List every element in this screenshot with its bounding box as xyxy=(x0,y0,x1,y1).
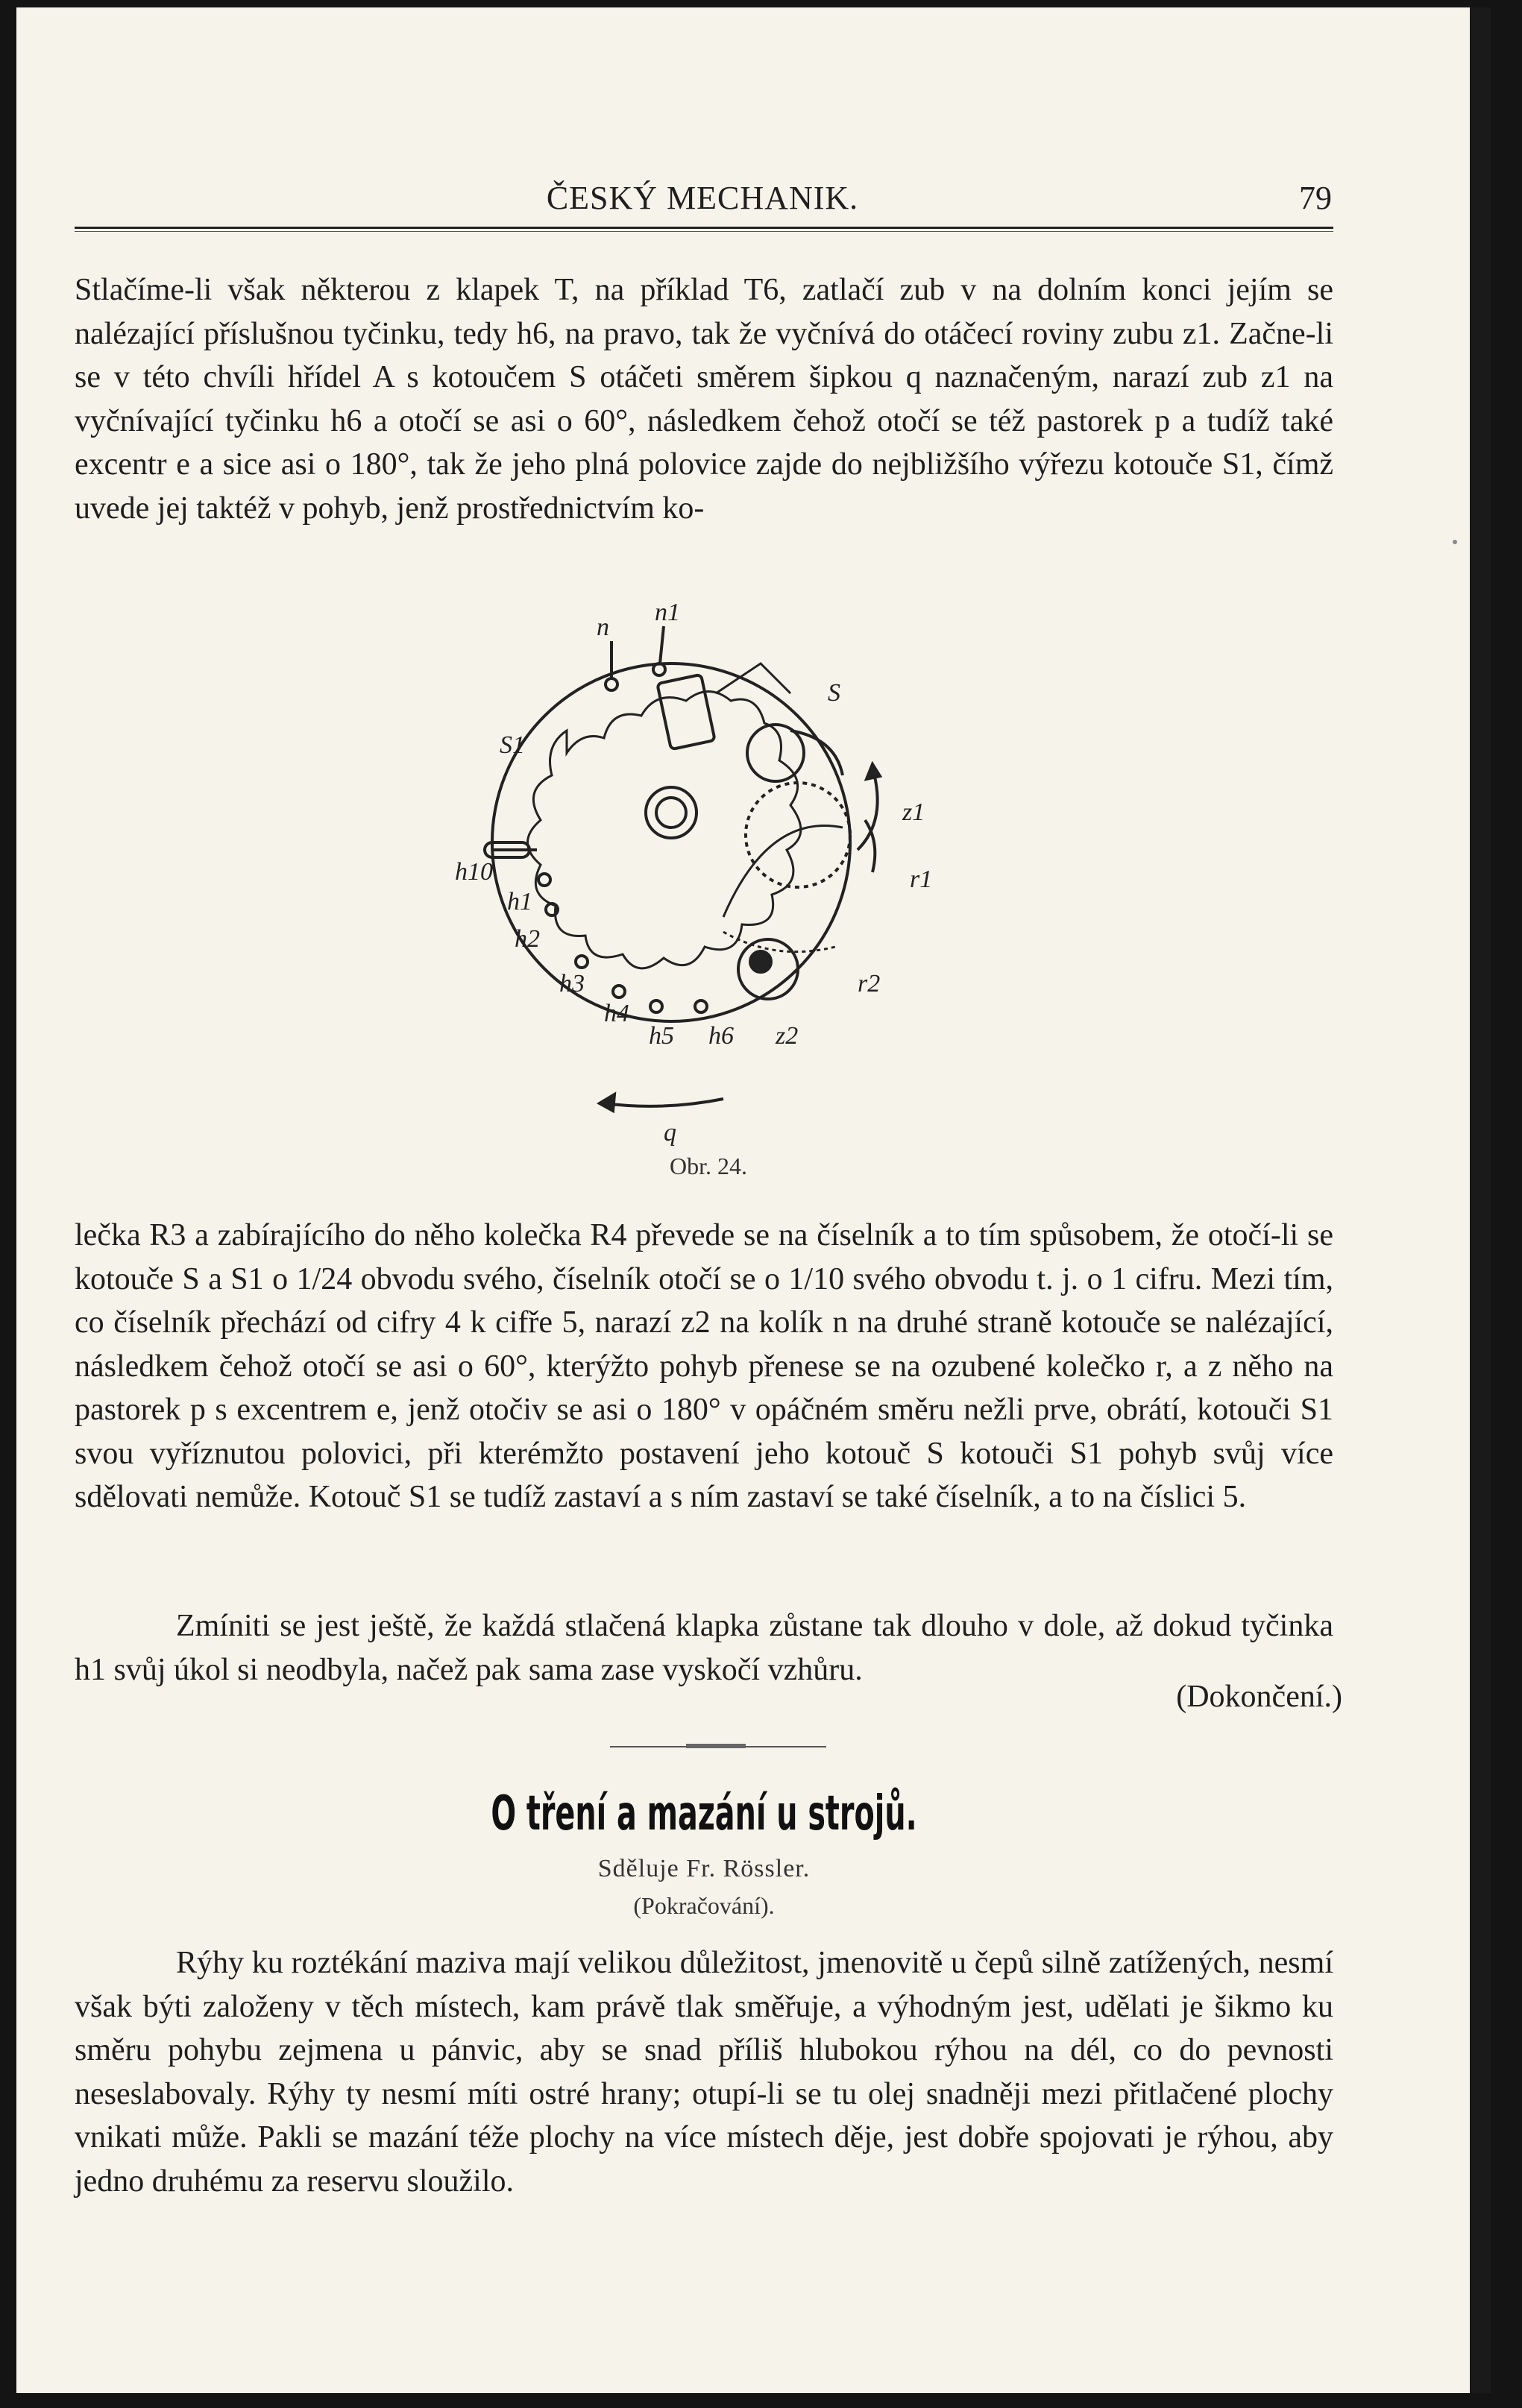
hub-outer xyxy=(646,787,696,838)
pin-n-head xyxy=(606,678,617,690)
wheel-r xyxy=(747,725,804,781)
flap-t xyxy=(657,675,714,750)
pin-h1 xyxy=(538,874,550,886)
excentr-e xyxy=(723,826,843,918)
figure-mechanism xyxy=(440,604,977,1170)
lever-arm xyxy=(716,664,790,693)
label-n: n xyxy=(597,614,609,641)
label-z2: z2 xyxy=(776,1022,799,1050)
toothed-disc-s xyxy=(528,692,801,968)
hub-inner xyxy=(656,798,686,828)
label-h5: h5 xyxy=(649,1022,674,1050)
label-h2: h2 xyxy=(515,925,540,953)
label-h1: h1 xyxy=(507,888,532,915)
label-s: S xyxy=(828,679,840,707)
figure-caption: Obr. 24. xyxy=(670,1153,747,1179)
arrow-z1-head xyxy=(867,764,880,779)
closing-note: (Dokončení.) xyxy=(1176,1680,1342,1714)
arrow-q-head xyxy=(600,1094,614,1111)
pinion-p xyxy=(746,783,850,887)
small-gear-pin xyxy=(750,951,771,972)
article-title: O tření a mazání u strojů. xyxy=(491,1786,917,1841)
header-rule-thin xyxy=(75,231,1333,232)
pin-h4 xyxy=(613,986,625,997)
label-h4: h4 xyxy=(604,1000,629,1027)
label-r1: r1 xyxy=(910,866,933,893)
page-header xyxy=(61,174,1344,219)
label-n1: n1 xyxy=(655,604,680,626)
header-rule xyxy=(75,227,1333,229)
pin-h6 xyxy=(695,1000,707,1012)
label-h3: h3 xyxy=(559,970,585,997)
body-paragraph-2: lečka R3 a zabírajícího do něho kolečka R4 převede se na číselník a to tím spůsobem, že otočí-li se kotouče S a S1 o 1/24 obvodu svého, číselník otočí se o 1/10 svého obvodu t. j. o 1 cifru. Mezi tím, co číselník přechází od cifry 4 k cifře 5, narazí z2 na kolík n na druhé straně kotouče se nalézající, následkem čehož otočí se asi o 60°, kterýžto pohyb přenese se na ozubené kolečko r, a z něho na pastorek p s excentrem e, jenž otočiv se asi o 180° v opáčném směru nežli prve, obrátí, kotouči S1 svou vyříznutou polovici, při kterémžto postavení jeho kotouč S kotouči S1 pohyb svůj více sdělovati nemůže. Kotouč S1 se tudíž zastaví a s ním zastaví se také číselník, a to na číslici 5. xyxy=(75,1218,1333,1514)
pin-h3 xyxy=(576,956,588,968)
page-edge-shadow xyxy=(1470,7,1491,2393)
print-speck xyxy=(1453,540,1457,544)
pin-h5 xyxy=(650,1000,662,1012)
arrow-q xyxy=(604,1099,723,1106)
label-q: q xyxy=(664,1119,676,1147)
article-paragraph-1: Rýhy ku roztékání maziva mají velikou důležitost, jmenovitě u čepů silně zatížených, nesmí však býti založeny v těch místech, kam právě tlak směřuje, a výhodným jest, udělati je šikmo ku směru pohybu zejmena u pánvic, aby se snad příliš hlubokou rýhou na dél, co do pevnosti neseslabovaly. Rýhy ty nesmí míti ostré hrany; otupí-li se tu olej snadněji mezi přitlačené plochy vnikati může. Pakli se mazání téže plochy na více místech děje, jest dobře spojovati je rýhou, aby jedno druhému za reservu sloužilo. xyxy=(75,1946,1333,2199)
body-paragraph-1: Stlačíme-li však některou z klapek T, na příklad T6, zatlačí zub v na dolním konci jejím se nalézající příslušnou tyčinku, tedy h6, na pravo, tak že vyčnívá do otáčecí roviny zubu z1. Začne-li se v této chvíli hřídel A s kotoučem S otáčeti směrem šipkou q naznačeným, narazí zub z1 na vyčnívající tyčinku h6 a otočí se asi o 60°, následkem čehož otočí se též pastorek p a tudíž také excentr e a sice asi o 180°, tak že jeho plná polovice zajde do nejbližšího výřezu kotouče S1, čímž uvede jej taktéž v pohyb, jenž prostřednictvím ko- xyxy=(75,273,1333,526)
running-title: ČESKÝ MECHANIK. xyxy=(546,180,859,216)
label-h10: h10 xyxy=(455,858,493,886)
label-r2: r2 xyxy=(858,970,881,997)
mechanism-drawing xyxy=(440,604,977,1170)
article-separator-ornament xyxy=(686,1744,746,1748)
pin-n1-stem xyxy=(660,626,664,664)
label-s1: S1 xyxy=(500,731,525,759)
label-h6: h6 xyxy=(708,1022,734,1050)
body-paragraph-3: Zmíniti se jest ještě, že každá stlačená klapka zůstane tak dlouho v dole, až dokud tyčinka h1 svůj úkol si neodbyla, načež pak sama zase vyskočí vzhůru. xyxy=(75,1609,1333,1687)
article-status: (Pokračování). xyxy=(633,1892,775,1919)
article-author: Sděluje Fr. Rössler. xyxy=(597,1855,811,1882)
page-number: 79 xyxy=(1299,180,1332,216)
label-z1: z1 xyxy=(902,798,925,826)
